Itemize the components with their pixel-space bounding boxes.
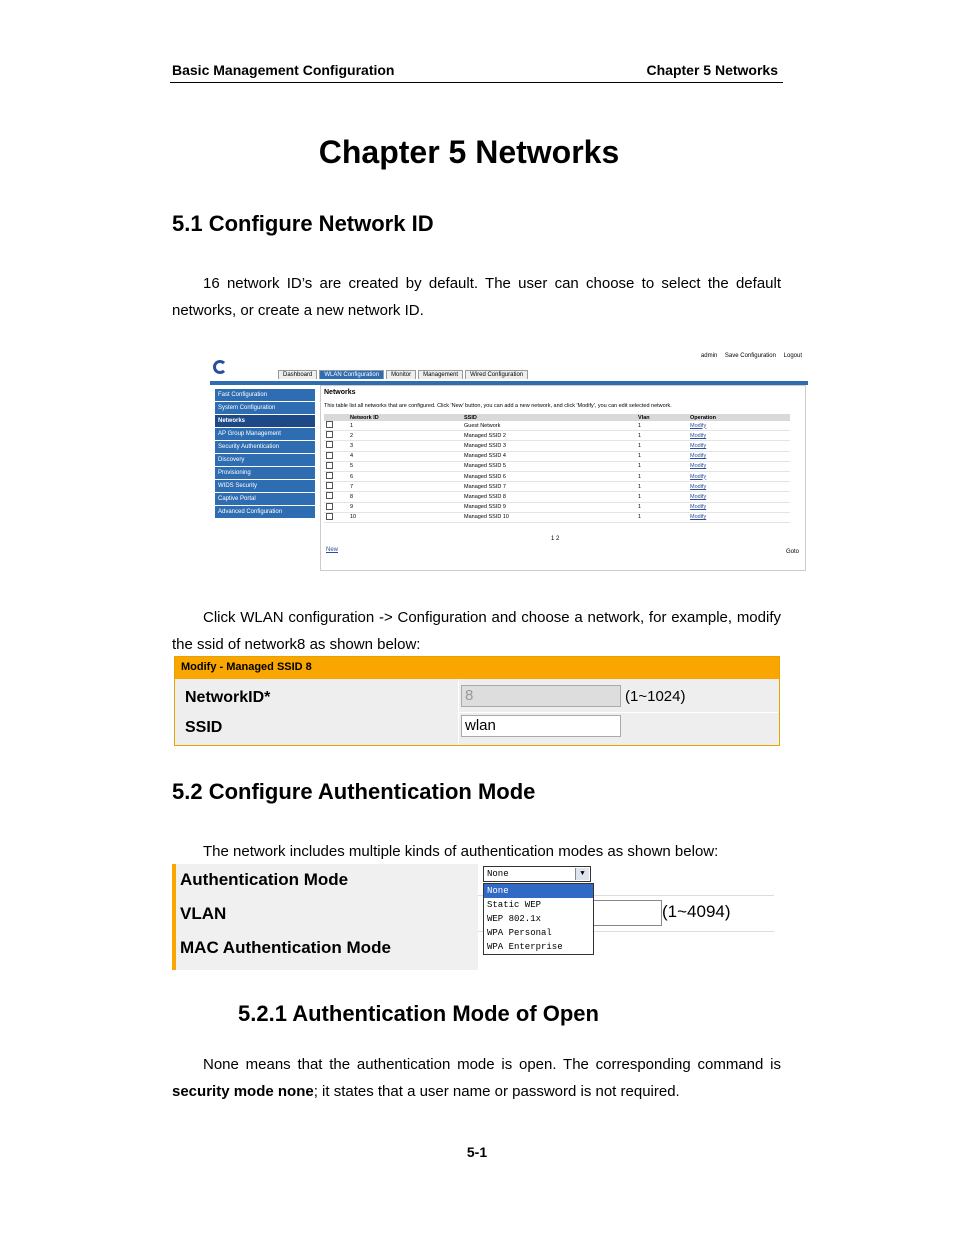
table-row (324, 471, 790, 481)
tab-dashboard[interactable]: Dashboard (278, 370, 317, 379)
header-rule (170, 82, 783, 83)
network-id-range: (1~1024) (625, 688, 686, 705)
paragraph-auth-modes (172, 838, 781, 865)
command-text: security mode none (172, 1083, 314, 1100)
paragraph-text-a: None means that the authentication mode is open. The corresponding command is (203, 1056, 781, 1073)
sidebar-item-wids-security[interactable]: WIDS Security (215, 480, 315, 493)
vlan-cell: 1 (636, 482, 688, 492)
network-id-cell: 1 (348, 421, 462, 431)
ssid-cell: Managed SSID 6 (462, 471, 636, 481)
network-id-cell: 9 (348, 502, 462, 512)
network-id-cell: 8 (348, 492, 462, 502)
option-static-wep[interactable]: Static WEP (487, 900, 542, 910)
tab-monitor[interactable]: Monitor (386, 370, 416, 379)
column-header-ssid: SSID (462, 414, 636, 421)
table-row (324, 512, 790, 522)
auth-mode-screenshot (172, 864, 774, 970)
section-heading-5-2-1: 5.2.1 Authentication Mode of Open (238, 1001, 599, 1026)
top-links (695, 353, 802, 359)
vlan-input[interactable] (588, 900, 662, 926)
panel-description: This table list all networks that are configured. Click 'New' button, you can add a new network, and click 'Modify', you can edit selected network. (324, 403, 672, 409)
logo-icon (213, 360, 227, 374)
vlan-cell: 1 (636, 502, 688, 512)
ssid-cell: Managed SSID 7 (462, 482, 636, 492)
paragraph-text: The network includes multiple kinds of authentication modes as shown below: (203, 843, 719, 860)
vlan-cell: 1 (636, 471, 688, 481)
table-row (324, 441, 790, 451)
vlan-label: VLAN (180, 904, 227, 923)
network-id-cell: 5 (348, 461, 462, 471)
option-wep-8021x[interactable]: WEP 802.1x (487, 914, 542, 924)
accent-bar (172, 864, 176, 970)
row-checkbox[interactable] (326, 421, 333, 428)
new-network-link[interactable]: New (326, 547, 339, 553)
mac-auth-mode-label: MAC Authentication Mode (180, 938, 391, 957)
tab-wlan-configuration[interactable]: WLAN Configuration (319, 370, 384, 379)
modify-link[interactable]: Modify (690, 442, 707, 449)
section-heading-5-2: 5.2 Configure Authentication Mode (172, 779, 536, 804)
vlan-cell: 1 (636, 492, 688, 502)
auth-mode-select[interactable] (483, 866, 591, 882)
selected-value: None (487, 869, 509, 879)
option-wpa-personal[interactable]: WPA Personal (487, 928, 552, 938)
modify-link[interactable]: Modify (690, 514, 707, 521)
main-tabs (278, 370, 530, 379)
option-none[interactable]: None (484, 884, 593, 898)
page-number: 5-1 (466, 1144, 488, 1160)
auth-mode-label: Authentication Mode (180, 870, 349, 889)
paragraph-default-networks (172, 270, 781, 324)
ssid-cell: Managed SSID 2 (462, 431, 636, 441)
vlan-cell: 1 (636, 441, 688, 451)
table-row (324, 431, 790, 441)
modify-link[interactable]: Modify (690, 422, 707, 429)
ssid-cell: Guest Network (462, 421, 636, 431)
vlan-cell: 1 (636, 512, 688, 522)
column-header-operation: Operation (688, 414, 790, 421)
row-checkbox[interactable] (326, 492, 333, 499)
section-heading-5-1: 5.1 Configure Network ID (172, 211, 434, 236)
auth-mode-dropdown (483, 883, 594, 955)
row-checkbox[interactable] (326, 431, 333, 438)
ssid-cell: Managed SSID 8 (462, 492, 636, 502)
table-row (324, 482, 790, 492)
paragraph-text: Click WLAN configuration -> Configuration and choose a network, for example, modify the ssid of network8 as shown below: (172, 609, 781, 653)
table-row (324, 502, 790, 512)
pager[interactable]: 1 2 (551, 536, 560, 542)
row-checkbox[interactable] (326, 441, 333, 448)
sidebar-item-advanced-configuration[interactable]: Advanced Configuration (215, 506, 315, 519)
paragraph-open-mode (172, 1051, 781, 1105)
modify-link[interactable]: Modify (690, 504, 707, 511)
modify-link[interactable]: Modify (690, 473, 707, 480)
modify-link[interactable]: Modify (690, 453, 707, 460)
network-id-cell: 6 (348, 471, 462, 481)
modify-title-bar (175, 657, 779, 679)
vlan-cell: 1 (636, 421, 688, 431)
panel-title: Networks (324, 389, 356, 396)
vlan-cell: 1 (636, 451, 688, 461)
sidebar-item-discovery[interactable]: Discovery (215, 454, 315, 467)
tab-management[interactable]: Management (418, 370, 463, 379)
header-right: Chapter 5 Networks (646, 62, 778, 78)
network-id-field[interactable]: 8 (461, 685, 621, 707)
goto-button[interactable]: Goto (785, 549, 799, 555)
row-checkbox[interactable] (326, 513, 333, 520)
logo (213, 358, 267, 376)
sidebar (215, 389, 315, 519)
row-checkbox[interactable] (326, 452, 333, 459)
column-header-network-id: Network ID (348, 414, 462, 421)
network-id-cell: 7 (348, 482, 462, 492)
modify-link[interactable]: Modify (690, 432, 707, 439)
chapter-title: Chapter 5 Networks (318, 134, 620, 170)
header-left: Basic Management Configuration (172, 62, 395, 78)
vlan-cell: 1 (636, 461, 688, 471)
chevron-down-icon[interactable]: ▼ (575, 868, 589, 880)
ssid-cell: Managed SSID 5 (462, 461, 636, 471)
ssid-cell: Managed SSID 3 (462, 441, 636, 451)
ssid-cell: Managed SSID 9 (462, 502, 636, 512)
table-row (324, 461, 790, 471)
modify-title: Modify - Managed SSID 8 (181, 661, 312, 673)
modify-link[interactable]: Modify (690, 493, 707, 500)
modify-link[interactable]: Modify (690, 483, 707, 490)
sidebar-item-networks[interactable]: Networks (215, 415, 315, 428)
sidebar-item-system-configuration[interactable]: System Configuration (215, 402, 315, 415)
row-checkbox[interactable] (326, 503, 333, 510)
sidebar-item-security-authentication[interactable]: Security Authentication (215, 441, 315, 454)
column-header-select (324, 414, 348, 421)
ssid-cell: Managed SSID 10 (462, 512, 636, 522)
table-row (324, 492, 790, 502)
ssid-cell: Managed SSID 4 (462, 451, 636, 461)
network-id-label: NetworkID* (185, 689, 271, 706)
modify-ssid-screenshot (174, 656, 780, 746)
network-id-cell: 4 (348, 451, 462, 461)
logout-link[interactable]: Logout (783, 353, 802, 359)
ssid-field[interactable]: wlan (461, 715, 621, 737)
paragraph-click-wlan (172, 604, 781, 658)
paragraph-text: 16 network ID’s are created by default. The user can choose to select the default networks, or create a new network ID. (172, 275, 781, 319)
network-id-cell: 2 (348, 431, 462, 441)
networks-panel (320, 385, 806, 571)
table-row (324, 451, 790, 461)
user-label: admin (700, 353, 718, 359)
row-divider (458, 712, 778, 713)
row-checkbox[interactable] (326, 462, 333, 469)
network-id-cell: 10 (348, 512, 462, 522)
paragraph-text-b: ; it states that a user name or password is not required. (313, 1083, 680, 1100)
vlan-range: (1~4094) (662, 902, 731, 921)
vlan-cell: 1 (636, 431, 688, 441)
sidebar-item-captive-portal[interactable]: Captive Portal (215, 493, 315, 506)
modify-link[interactable]: Modify (690, 463, 707, 470)
save-configuration-link[interactable]: Save Configuration (724, 353, 776, 359)
networks-screenshot (210, 348, 808, 572)
table-header-row (324, 414, 790, 421)
option-wpa-enterprise[interactable]: WPA Enterprise (487, 942, 563, 952)
row-checkbox[interactable] (326, 482, 333, 489)
row-checkbox[interactable] (326, 472, 333, 479)
sidebar-item-provisioning[interactable]: Provisioning (215, 467, 315, 480)
column-header-vlan: Vlan (636, 414, 688, 421)
sidebar-item-fast-configuration[interactable]: Fast Configuration (215, 389, 315, 402)
network-id-cell: 3 (348, 441, 462, 451)
ssid-label: SSID (185, 719, 223, 736)
tab-wired-configuration[interactable]: Wired Configuration (465, 370, 528, 379)
networks-table (324, 414, 790, 523)
sidebar-item-ap-group-management[interactable]: AP Group Management (215, 428, 315, 441)
table-row (324, 421, 790, 431)
